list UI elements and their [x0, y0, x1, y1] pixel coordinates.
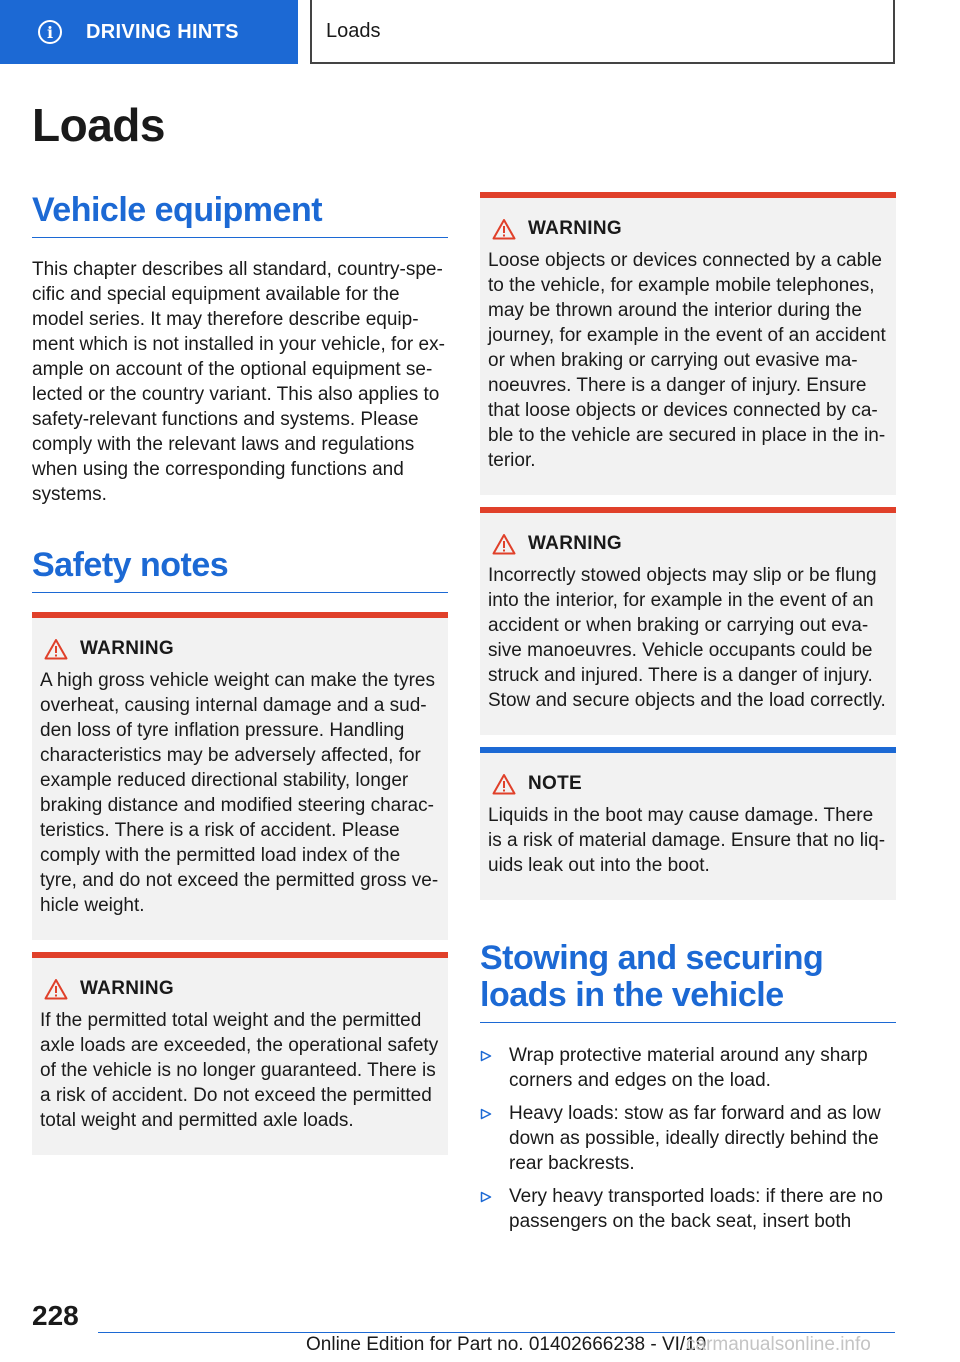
- warning-title: WARNING: [80, 978, 174, 999]
- stowing-steps-list: [480, 1043, 896, 1234]
- note-title: NOTE: [528, 773, 582, 794]
- warning-title: WARNING: [528, 218, 622, 239]
- stowing-heading: Stowing and securing loads in the vehicle: [480, 940, 896, 1023]
- triangle-bullet-icon: [480, 1050, 492, 1062]
- warning-text: A high gross vehicle weight can make the tyres overheat, causing internal damage and a sudden loss of tyre inflation pressure. Handling characteristics may be adversely affected, for example reduced directional stability, longer braking distance and modified steering characteristics. There is a risk of accident. Please comply with the permitted load index of the tyre, and do not exceed the permitted gross vehicle weight.: [40, 670, 439, 916]
- warning-title: WARNING: [80, 638, 174, 659]
- footer-divider: [98, 1332, 895, 1333]
- right-column: [480, 192, 896, 1242]
- list-item-text: Very heavy transported loads: if there are no passengers on the back seat, insert both: [509, 1186, 883, 1232]
- warning-box: [32, 612, 448, 940]
- warning-triangle-icon: [492, 218, 516, 240]
- page-title: Loads: [32, 99, 165, 151]
- list-item-text: Wrap protective material around any sharp corners and edges on the load.: [509, 1045, 868, 1091]
- header-section-title: Loads: [310, 0, 895, 64]
- triangle-bullet-icon: [480, 1191, 492, 1203]
- chapter-label: DRIVING HINTS: [86, 20, 239, 43]
- list-item: [480, 1184, 896, 1234]
- safety-notes-heading: Safety notes: [32, 547, 448, 593]
- header-chapter-tab[interactable]: [0, 0, 298, 64]
- note-text: Liquids in the boot may cause damage. There is a risk of material damage. Ensure that no liquids leak out into the boot.: [488, 805, 886, 876]
- warning-triangle-icon: [44, 978, 68, 1000]
- warning-text: Loose objects or devices connected by a cable to the vehicle, for example mobile telephones, may be thrown around the interior during the journey, for example in the event of an accident or when braking or carrying out evasive manoeuvres. There is a danger of injury. Ensure that loose objects or devices connected by cable to the vehicle are secured in place in the interior.: [488, 250, 886, 471]
- vehicle-equipment-heading: Vehicle equipment: [32, 192, 448, 238]
- footer-edition: Online Edition for Part no. 01402666238 - VI/19: [306, 1334, 707, 1355]
- list-item: [480, 1043, 896, 1093]
- left-column: [32, 192, 448, 1155]
- vehicle-equipment-body: This chapter describes all standard, country-specific and special equipment available for the model series. It may therefore describe equipment which is not installed in your vehicle, for example on account of the optional equipment selected or the country variant. This also applies to safety-relevant functions and systems. Please comply with the relevant laws and regulations when using the corresponding functions and systems.: [32, 259, 445, 505]
- warning-triangle-icon: [492, 773, 516, 795]
- warning-text: If the permitted total weight and the permitted axle loads are exceeded, the operational safety of the vehicle is no longer guaranteed. There is a risk of accident. Do not exceed the permitted total weight and permitted axle loads.: [40, 1010, 439, 1131]
- list-item: [480, 1101, 896, 1176]
- warning-box: [480, 507, 896, 735]
- warning-box: [480, 192, 896, 495]
- note-box: [480, 747, 896, 900]
- info-icon: i: [38, 20, 62, 44]
- list-item-text: Heavy loads: stow as far forward and as low down as possible, ideally directly behind the rear backrests.: [509, 1103, 881, 1174]
- warning-title: WARNING: [528, 533, 622, 554]
- warning-triangle-icon: [44, 638, 68, 660]
- page-number: 228: [32, 1300, 79, 1331]
- warning-box: [32, 952, 448, 1155]
- warning-triangle-icon: [492, 533, 516, 555]
- warning-text: Incorrectly stowed objects may slip or be flung into the interior, for example in the event of an accident or when braking or carrying out evasive manoeuvres. Vehicle occupants could be struck and injured. There is a danger of injury. Stow and secure objects and the load correctly.: [488, 565, 886, 711]
- watermark: carmanualsonline.info: [686, 1334, 871, 1355]
- triangle-bullet-icon: [480, 1108, 492, 1120]
